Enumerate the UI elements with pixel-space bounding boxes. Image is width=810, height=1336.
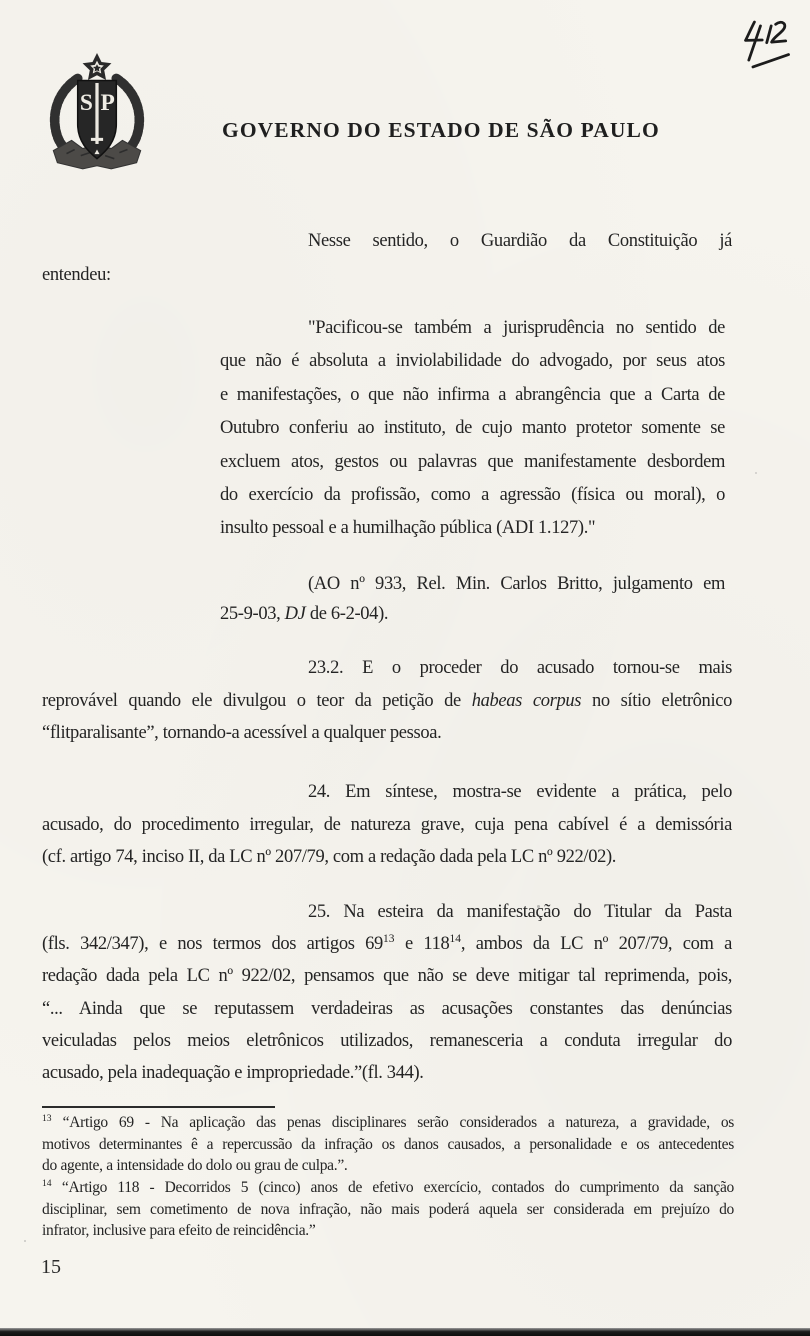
scan-edge-artifact: [0, 1328, 810, 1336]
text-line: e manifestações, o que não infirma a abrangência que a Carta de: [220, 384, 725, 405]
text-line: acusado, pela inadequação e impropriedade.”(fl. 344).: [42, 1063, 424, 1084]
footnote-14: [42, 1177, 734, 1242]
scan-speck: [537, 905, 540, 908]
text-line: (AO nº 933, Rel. Min. Carlos Britto, julgamento em: [308, 574, 725, 594]
text-line: insulto pessoal e a humilhação pública (ADI 1.127).": [220, 518, 596, 539]
text-line: excluem atos, gestos ou palavras que manifestamente desbordem: [220, 451, 725, 472]
text-line: “flitparalisante”, tornando-a acessível a qualquer pessoa.: [42, 723, 442, 744]
text-line: Nesse sentido, o Guardião da Constituição já: [308, 231, 732, 251]
text-line: 23.2. E o proceder do acusado tornou-se mais: [308, 658, 732, 678]
text-line: entendeu:: [42, 265, 111, 285]
emblem-letter-s: S: [79, 89, 93, 116]
text-line: $^{14}$ “Artigo 118 - Decorridos 5 (cinco) anos de efetivo exercício, contados do cumprimento da sanção: [42, 1177, 734, 1196]
scan-speck: [24, 1240, 26, 1242]
footnote-13: [42, 1112, 734, 1177]
text-line: “... Ainda que se reputassem verdadeiras as acusações constantes das denúncias: [42, 998, 732, 1019]
paragraph-intro: [42, 224, 732, 292]
text-line: reprovável quando ele divulgou o teor da petição de habeas corpus no sítio eletrônico: [42, 690, 732, 711]
text-line: 25. Na esteira da manifestação do Titular da Pasta: [308, 902, 732, 922]
footnote-separator: [42, 1106, 275, 1108]
text-line: do exercício da profissão, como a agressão (física ou moral), o: [220, 485, 725, 506]
text-line: do agente, a intensidade do dolo ou grau de culpa.”.: [42, 1157, 348, 1175]
blockquote-jurisprudence: [220, 312, 725, 546]
text-line: 25-9-03, DJ de 6-2-04).: [220, 604, 389, 624]
text-line: (cf. artigo 74, inciso II, da LC nº 207/79, com a redação dada pela LC nº 922/02).: [42, 847, 617, 868]
text-line: disciplinar, sem cometimento de nova infração, não mais poderá aquela ser considerada em prejuízo do: [42, 1200, 734, 1218]
paragraph-23-2: [42, 652, 732, 750]
emblem-letter-p: P: [100, 89, 115, 116]
text-line: que não é absoluta a inviolabilidade do advogado, por seus atos: [220, 351, 725, 372]
text-line: "Pacificou-se também a jurisprudência no sentido de: [308, 318, 725, 338]
text-line: $^{13}$ “Artigo 69 - Na aplicação das penas disciplinares serão considerados a natureza, a gravidade, os: [42, 1112, 734, 1131]
paragraph-24: [42, 776, 732, 874]
text-line: infrator, inclusive para efeito de reincidência.”: [42, 1222, 316, 1240]
text-line: redação dada pela LC nº 922/02, pensamos que não se deve mitigar tal reprimenda, pois,: [42, 966, 732, 987]
sao-paulo-coat-of-arms-icon: [46, 52, 148, 178]
text-line: acusado, do procedimento irregular, de natureza grave, cuja pena cabível é a demissória: [42, 814, 732, 835]
text-line: motivos determinantes ê a repercussão da infração os danos causados, a personalidade e os antecedentes: [42, 1135, 734, 1153]
citation-reference: [220, 569, 725, 629]
scan-speck: [755, 472, 757, 474]
page-title: GOVERNO DO ESTADO DE SÃO PAULO: [222, 118, 660, 142]
text-line: Outubro conferiu ao instituto, de cujo manto protetor somente se: [220, 418, 725, 439]
page-number: 15: [41, 1256, 61, 1278]
text-line: veiculadas pelos meios eletrônicos utilizados, remanesceria a conduta irregular do: [42, 1030, 732, 1051]
text-line: 24. Em síntese, mostra-se evidente a prática, pelo: [308, 782, 732, 802]
paragraph-25: [42, 896, 732, 1089]
text-line: (fls. 342/347), e nos termos dos artigos $69^{13}$ e $118^{14}$, ambos da LC nº 207/79, com a: [42, 933, 732, 955]
handwritten-folio-number-icon: [733, 11, 803, 81]
